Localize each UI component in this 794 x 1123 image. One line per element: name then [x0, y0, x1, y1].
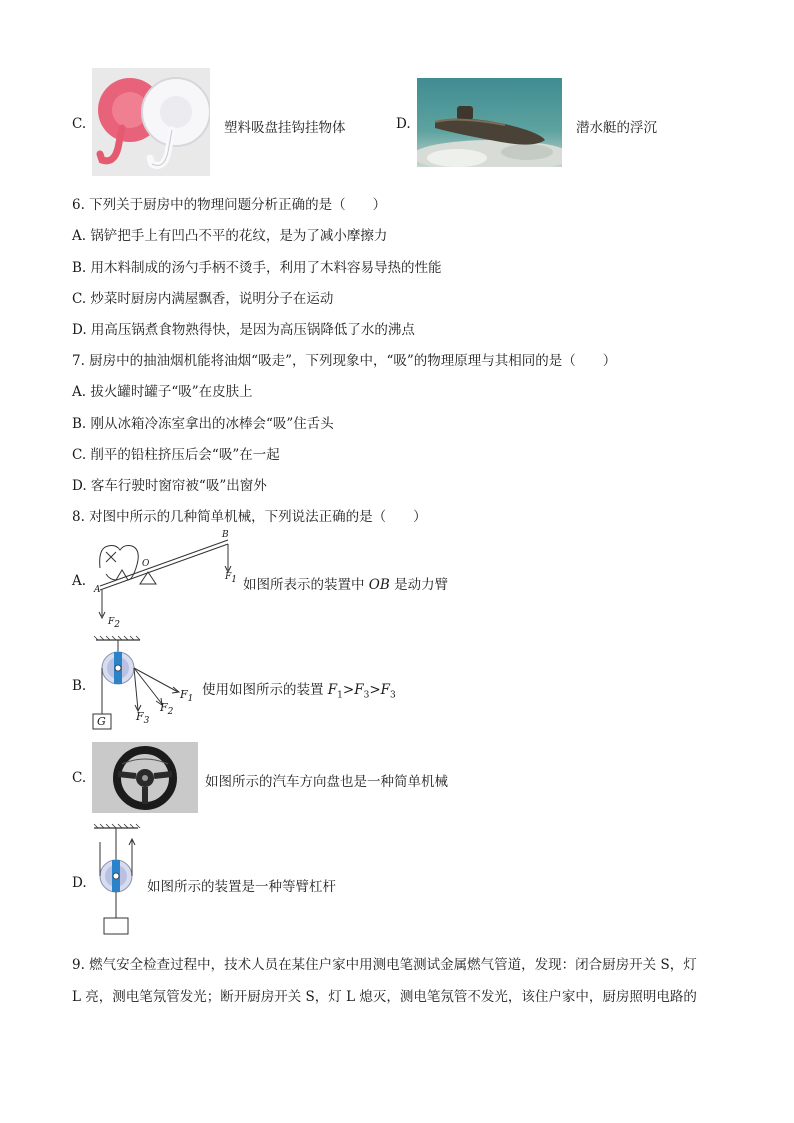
option-text: 塑料吸盘挂钩挂物体	[224, 120, 346, 136]
steering-wheel-photo	[92, 742, 198, 813]
option-text: 如图所示的装置是一种等臂杠杆	[147, 879, 336, 895]
label-f1: $F_1$	[180, 688, 194, 705]
fixed-pulley-diagram	[90, 822, 142, 940]
option-letter: B.	[72, 678, 87, 694]
question-stem: 6. 下列关于厨房中的物理问题分析正确的是（ ）	[72, 197, 387, 213]
label-b: B	[222, 530, 229, 540]
option-text: 如图所表示的装置中 OB 是动力臂	[243, 577, 449, 593]
label-o: O	[142, 559, 150, 569]
option-letter: C.	[72, 116, 87, 132]
submarine-photo	[417, 78, 562, 167]
option-d: D. 用高压锅煮食物熟得快，是因为高压锅降低了水的沸点	[72, 322, 415, 338]
option-c: C. 炒菜时厨房内满屋飘香，说明分子在运动	[72, 291, 334, 307]
option-letter: C.	[72, 770, 87, 786]
option-letter: D.	[396, 116, 411, 132]
option-c: C. 削平的铅柱挤压后会“吸”在一起	[72, 447, 280, 463]
question-stem-line-2: L 亮，测电笔氖管发光；断开厨房开关 S，灯 L 熄灭，测电笔氖管不发光，该住户家中，厨房照明电路的	[72, 989, 697, 1005]
label-g: G	[97, 715, 106, 728]
label-f3: $F_3$	[136, 710, 150, 727]
option-text: 使用如图所示的装置 $F_1>F_3>F_3$	[202, 682, 396, 701]
option-text: 潜水艇的浮沉	[576, 120, 657, 136]
option-a: A. 锅铲把手上有凹凸不平的花纹，是为了减小摩擦力	[72, 228, 388, 244]
question-stem-line-1: 9. 燃气安全检查过程中，技术人员在某住户家中用测电笔测试金属燃气管道，发现：闭合厨房开关 S，灯	[72, 957, 697, 973]
question-stem: 8. 对图中所示的几种简单机械，下列说法正确的是（ ）	[72, 509, 427, 525]
option-b: B. 刚从冰箱冷冻室拿出的冰棒会“吸”住舌头	[72, 416, 334, 432]
suction-hook-photo	[92, 68, 210, 176]
option-b: B. 用木料制成的汤勺手柄不烫手，利用了木料容易导热的性能	[72, 260, 442, 276]
label-f1: $F_1$	[225, 572, 237, 585]
label-f2: $F_2$	[108, 617, 120, 630]
option-a: A. 拔火罐时罐子“吸”在皮肤上	[72, 384, 253, 400]
option-letter: A.	[72, 573, 87, 589]
option-text: 如图所示的汽车方向盘也是一种简单机械	[205, 774, 448, 790]
question-stem: 7. 厨房中的抽油烟机能将油烟“吸走”，下列现象中，“吸”的物理原理与其相同的是（ ）	[72, 353, 617, 369]
option-letter: D.	[72, 875, 87, 891]
label-f2: $F_2$	[160, 701, 174, 718]
option-d: D. 客车行驶时窗帘被“吸”出窗外	[72, 478, 267, 494]
label-a: A	[94, 585, 101, 595]
